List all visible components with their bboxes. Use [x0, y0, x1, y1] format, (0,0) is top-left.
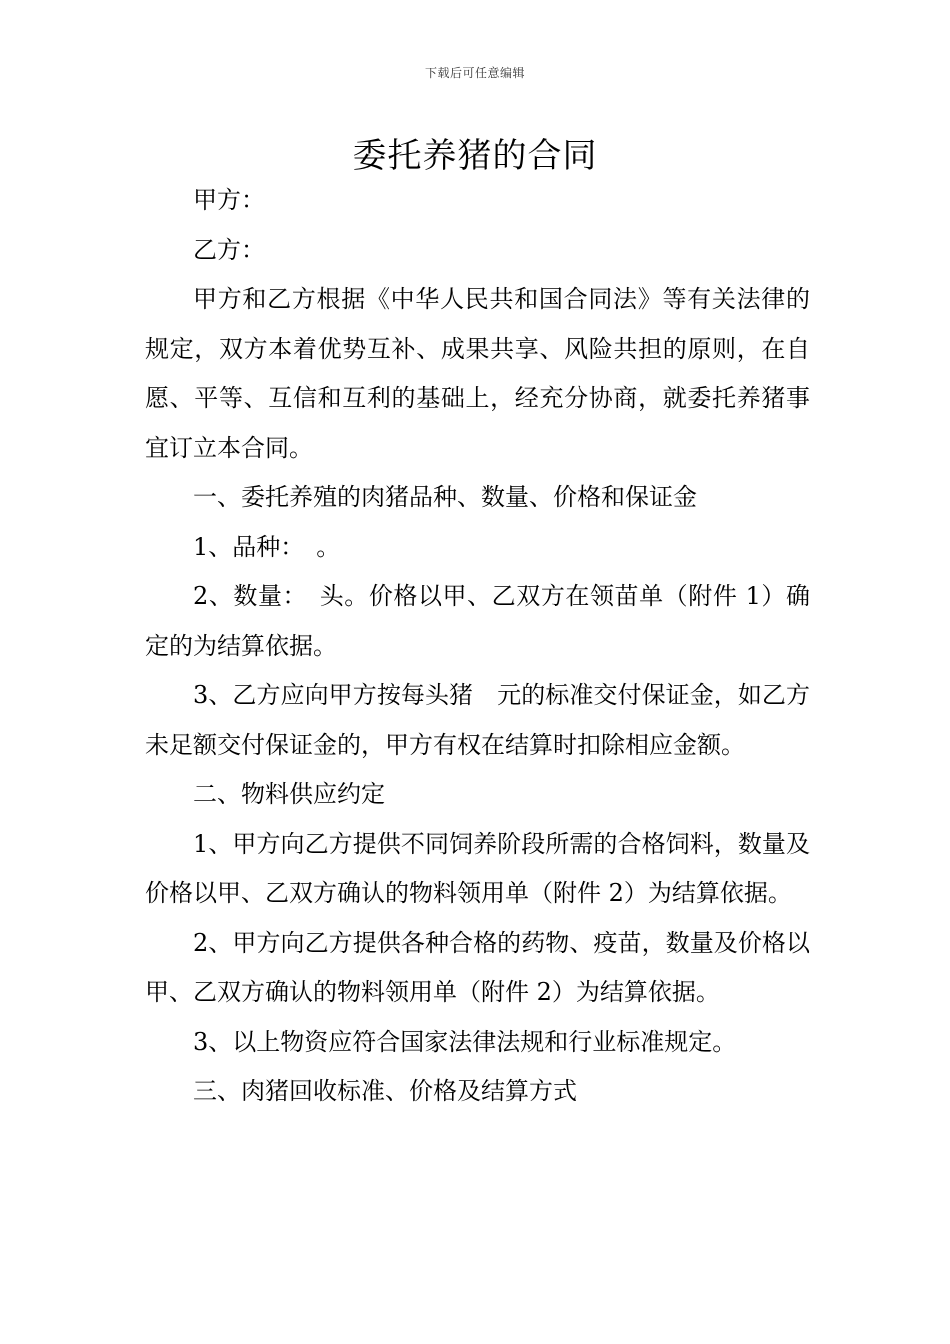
- header-note: 下载后可任意编辑: [424, 66, 525, 80]
- preamble-paragraph: 甲方和乙方根据《中华人民共和国合同法》等有关法律的规定，双方本着优势互补、成果共享、风险共担的原则，在自愿、平等、互信和互利的基础上，经充分协商，就委托养猪事宜订立本合同。: [145, 285, 810, 462]
- clause-2-2: 2、甲方向乙方提供各种合格的药物、疫苗，数量及价格以甲、乙双方确认的物料领用单（附件 2）为结算依据。: [145, 928, 810, 1006]
- section-heading-1: 一、委托养殖的肉猪品种、数量、价格和保证金: [193, 483, 697, 511]
- party-b-line: 乙方：: [193, 235, 265, 264]
- clause-1-3: 3、乙方应向甲方按每头猪 元的标准交付保证金，如乙方未足额交付保证金的，甲方有权在结算时扣除相应金额。: [145, 681, 810, 759]
- document-title: 委托养猪的合同: [352, 136, 598, 176]
- clause-2-3: 3、以上物资应符合国家法律法规和行业标准规定。: [193, 1027, 737, 1056]
- clause-1-1: 1、品种： 。: [193, 532, 341, 561]
- section-heading-3: 三、肉猪回收标准、价格及结算方式: [193, 1077, 577, 1105]
- party-a-line: 甲方：: [193, 186, 265, 214]
- section-heading-2: 二、物料供应约定: [193, 780, 385, 808]
- clause-2-1: 1、甲方向乙方提供不同饲养阶段所需的合格饲料，数量及价格以甲、乙双方确认的物料领用单（附件 2）为结算依据。: [145, 829, 810, 907]
- clause-1-2: 2、数量： 头。价格以甲、乙双方在领苗单（附件 1）确定的为结算依据。: [145, 582, 810, 660]
- contract-body: [145, 176, 810, 1117]
